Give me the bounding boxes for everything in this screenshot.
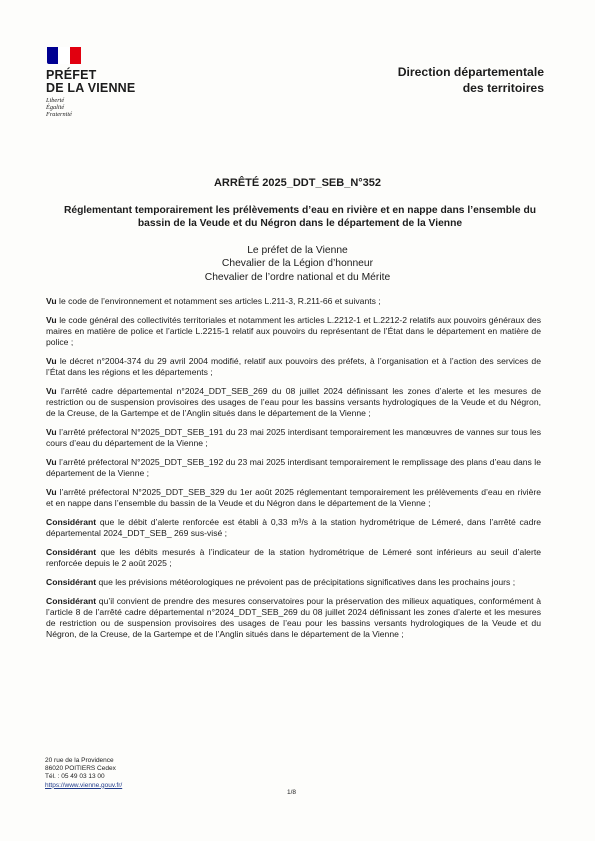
visa-keyword: Vu	[46, 315, 57, 326]
considerant-text: que les débits mesurés à l’indicateur de la station hydrométrique de Lémeré sont inférieurs au seuil d’alerte renforcée depuis le 2 août 2025 ;	[46, 546, 541, 568]
issuing-direction	[398, 64, 544, 96]
motto-fraternite: Fraternité	[46, 111, 72, 119]
visa-paragraph	[46, 315, 541, 348]
considerant-keyword: Considérant	[46, 576, 97, 587]
visa-keyword: Vu	[46, 296, 57, 306]
visa-paragraph	[46, 427, 541, 449]
page-number: 1/8	[287, 789, 297, 796]
visa-paragraph	[46, 296, 541, 307]
visa-text: l’arrêté préfectoral N°2025_DDT_SEB_192 du 23 mai 2025 interdisant temporairement le remplissage des plans d’eau dans le département de la Vienne ;	[46, 456, 541, 478]
visa-text: l’arrêté préfectoral N°2025_DDT_SEB_191 du 23 mai 2025 interdisant temporairement les manœuvres de vannes sur tous les cours d’eau du département de la Vienne ;	[46, 426, 541, 448]
direction-line2: des territoires	[462, 81, 544, 95]
considerant-paragraph	[46, 517, 541, 539]
visa-text: l’arrêté préfectoral N°2025_DDT_SEB_329 du 1er août 2025 réglementant temporairement les prélèvements d’eau en rivière et en nappe dans l’ensemble du bassin de la Veude et du Négron dans le département de la Vienne ;	[46, 486, 541, 508]
visa-paragraph	[46, 457, 541, 479]
visa-keyword: Vu	[46, 486, 57, 497]
arrete-subject: Réglementant temporairement les prélèvements d’eau en rivière et en nappe dans l’ensemble du bassin de la Veude et du Négron dans le département de la Vienne	[63, 205, 537, 229]
considerant-paragraph	[46, 547, 541, 569]
republic-motto	[46, 97, 166, 119]
prefecture-name-line1: PRÉFET	[46, 68, 97, 82]
considerant-text: qu’il convient de prendre des mesures conservatoires pour la préservation des milieux aquatiques, conformément à l’article 8 de l’arrêté cadre départemental n°2024_DDT_SEB_269 du 08 juillet 2024 définissant les zones d’alerte et les mesures de restriction ou de suspension provisoires des usages de l’eau pour les bassins versants hydrologiques de la Veude et du Négron, de la Creuse, de la Gartempe et de l’Anglin situés dans le département de la Vienne ;	[46, 596, 541, 639]
prefet-line1: Le préfet de la Vienne	[247, 245, 348, 256]
prefecture-name-line2: DE LA VIENNE	[46, 81, 136, 95]
visa-keyword: Vu	[46, 386, 57, 396]
direction-line1: Direction départementale	[397, 65, 544, 79]
visa-keyword: Vu	[46, 356, 57, 366]
prefet-block	[0, 244, 595, 284]
prefecture-logo	[46, 47, 166, 119]
marianne-flag-icon	[47, 47, 81, 64]
visa-text: le décret n°2004-374 du 29 avril 2004 modifié, relatif aux pouvoirs des préfets, à l’organisation et à l’action des services de l’État dans les régions et les départements ;	[46, 356, 541, 377]
footer-city: 86020 POITIERS Cedex	[45, 765, 116, 773]
considerant-paragraph	[46, 596, 541, 640]
visa-paragraph	[46, 356, 541, 378]
visa-text: l’arrêté cadre départemental n°2024_DDT_SEB_269 du 08 juillet 2024 définissant les zones d’alerte et les mesures de restriction ou de suspension provisoires des usages de l’eau pour les bassins versants hydrologiques de la Veude et du Négron, de la Creuse, de la Gartempe et de l’Anglin situés dans le département de la Vienne ;	[46, 386, 541, 418]
motto-egalite: Égalité	[46, 104, 65, 112]
considerant-text: que les prévisions météorologiques ne prévoient pas de précipitations significatives dans les prochains jours ;	[96, 576, 516, 587]
arrete-title: ARRÊTÉ 2025_DDT_SEB_N°352	[213, 177, 382, 189]
considerant-text: que le débit d’alerte renforcée est établi à 0,33 m³/s à la station hydrométrique de Lémeré, dans l’arrêté cadre départemental 2024_DDT_SEB_ 269 sus-visé ;	[46, 516, 541, 538]
footer-website-link[interactable]: https://www.vienne.gouv.fr/	[45, 781, 123, 789]
visas-section	[46, 296, 541, 648]
considerant-keyword: Considérant	[46, 546, 97, 557]
prefecture-name	[46, 69, 166, 95]
considerant-keyword: Considérant	[46, 596, 97, 606]
visa-keyword: Vu	[46, 456, 57, 467]
motto-liberte: Liberté	[46, 97, 65, 104]
prefet-line3: Chevalier de l’ordre national et du Mérite	[204, 271, 391, 283]
considerant-keyword: Considérant	[46, 516, 97, 527]
footer-street: 20 rue de la Providence	[45, 757, 114, 764]
visa-paragraph	[46, 487, 541, 509]
visa-keyword: Vu	[46, 426, 57, 437]
visa-text: le code général des collectivités territoriales et notamment les articles L.2212-1 et L.2212-2 relatifs aux pouvoirs généraux des maires en matière de police et l’article L.2215-1 relatif aux pouvoirs du représentant de l’État dans le département en matière de police ;	[46, 315, 541, 347]
footer-address	[45, 757, 122, 790]
footer-phone: Tél. : 05 49 03 13 00	[45, 773, 105, 781]
visa-paragraph	[46, 386, 541, 419]
visa-text: le code de l’environnement et notamment ses articles L.211-3, R.211-66 et suivants ;	[56, 296, 381, 306]
prefet-line2: Chevalier de la Légion d’honneur	[221, 258, 374, 270]
considerant-paragraph	[46, 577, 541, 588]
